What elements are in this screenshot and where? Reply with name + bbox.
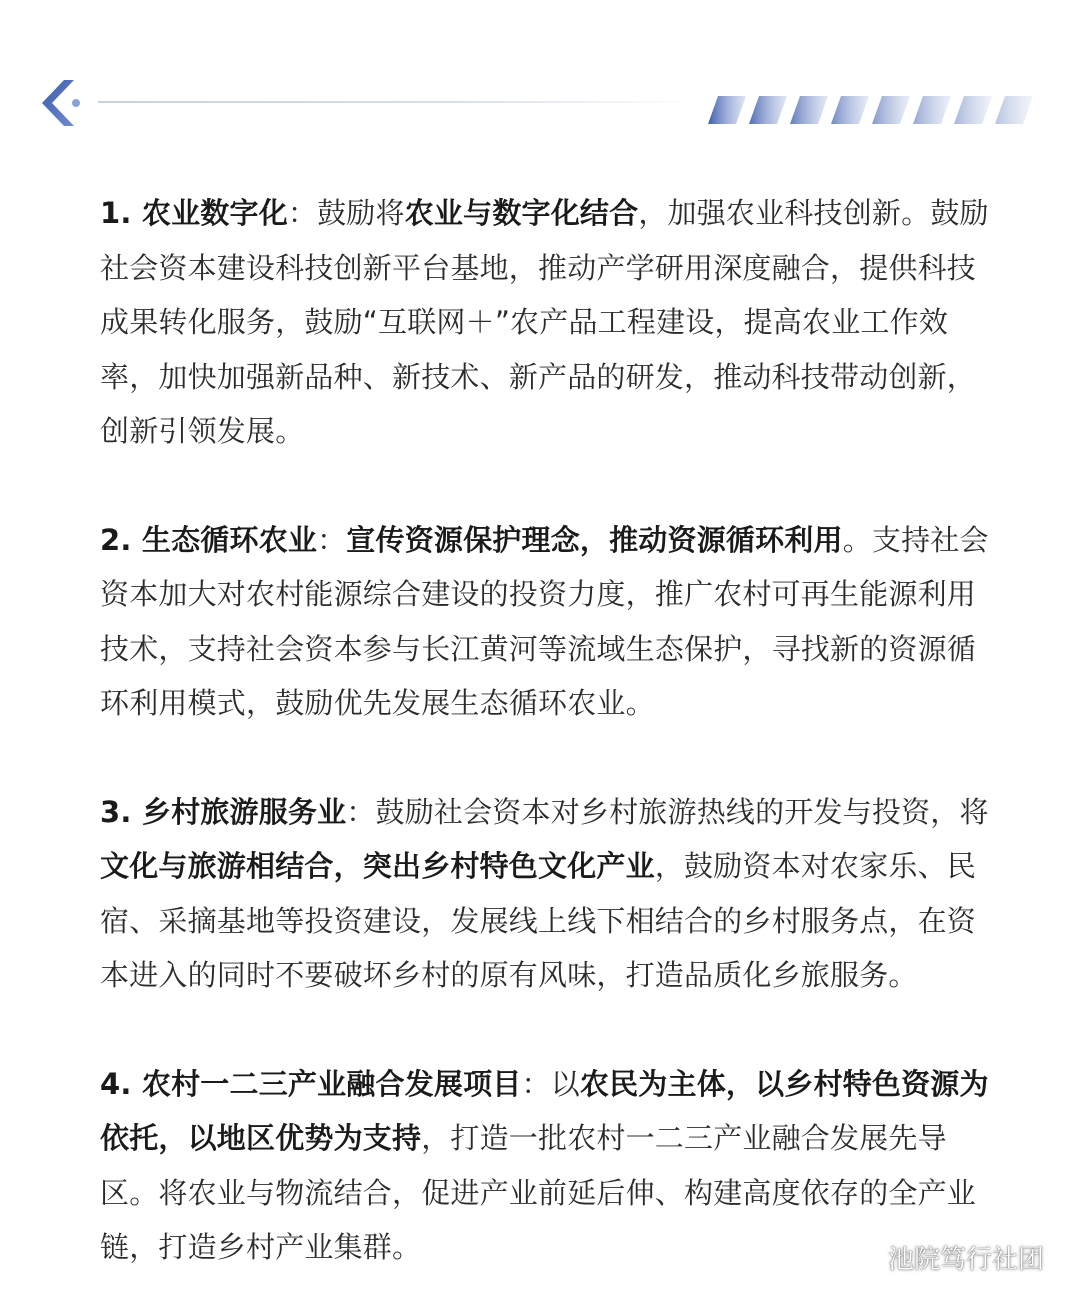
wechat-icon	[840, 1241, 880, 1275]
stripe	[954, 96, 992, 124]
bold-text-segment: 2. 生态循环农业	[100, 522, 318, 557]
stripe	[831, 96, 869, 124]
text-segment: ，打造一批农村一二三产业融合发展先导区。将农业与物流结合，促进产业前延后伸、构建高度依存的全产业链，打造乡村产业集群。	[100, 1121, 977, 1264]
bold-text-segment: 4. 农村一二三产业融合发展项目	[100, 1066, 522, 1101]
stripe	[790, 96, 828, 124]
bold-text-segment: 农民为主体，以乡村特色资源为依托，以地区优势为支持	[100, 1066, 989, 1155]
bold-text-segment: 文化与旅游相结合，突出乡村特色文化产业	[100, 849, 655, 883]
header-decoration	[0, 0, 1080, 200]
stripe	[913, 96, 951, 124]
text-segment: ，鼓励资本对农家乐、民宿、采摘基地等投资建设，发展线上线下相结合的乡村服务点，在资本进入的同时不要破坏乡村的原有风味，打造品质化乡旅服务。	[100, 849, 977, 992]
paragraph-eco-cycle	[100, 513, 990, 731]
watermark	[840, 1239, 1044, 1276]
header-divider-line	[98, 101, 698, 103]
bold-text-segment: 3. 乡村旅游服务业	[100, 794, 347, 829]
bold-text-segment: 农业与数字化结合	[404, 196, 639, 230]
bold-text-segment: 宣传资源保护理念，推动资源循环利用	[346, 522, 843, 557]
text-segment: ：鼓励社会资本对乡村旅游热线的开发与投资，将	[346, 794, 989, 829]
text-segment: ，加强农业科技创新。鼓励社会资本建设科技创新平台基地，推动产学研用深度融合，提供科技成果转化服务，鼓励“互联网＋”农产品工程建设，提高农业工作效率，加快加强新品种、新技术、新产品的研发，推动科技带动创新，创新引领发展。	[100, 196, 989, 448]
chevron-left-icon[interactable]	[36, 78, 80, 128]
article-body	[100, 186, 990, 1310]
paragraph-agri-digital	[100, 186, 990, 459]
text-segment: ：以	[521, 1066, 580, 1101]
bold-text-segment: 1. 农业数字化	[100, 196, 288, 230]
stripe	[708, 96, 746, 124]
stripe	[749, 96, 787, 124]
stripe	[872, 96, 910, 124]
text-segment: ：	[317, 522, 347, 557]
watermark-text: 池院笃行社团	[887, 1245, 1044, 1275]
stripes-decoration	[700, 96, 1040, 126]
stripe	[995, 96, 1033, 124]
text-segment: ：鼓励将	[287, 196, 405, 230]
text-segment: 。支持社会资本加大对农村能源综合建设的投资力度，推广农村可再生能源利用技术，支持社会资本参与长江黄河等流域生态保护，寻找新的资源循环利用模式，鼓励优先发展生态循环农业。	[100, 522, 989, 720]
paragraph-rural-tourism	[100, 785, 990, 1003]
